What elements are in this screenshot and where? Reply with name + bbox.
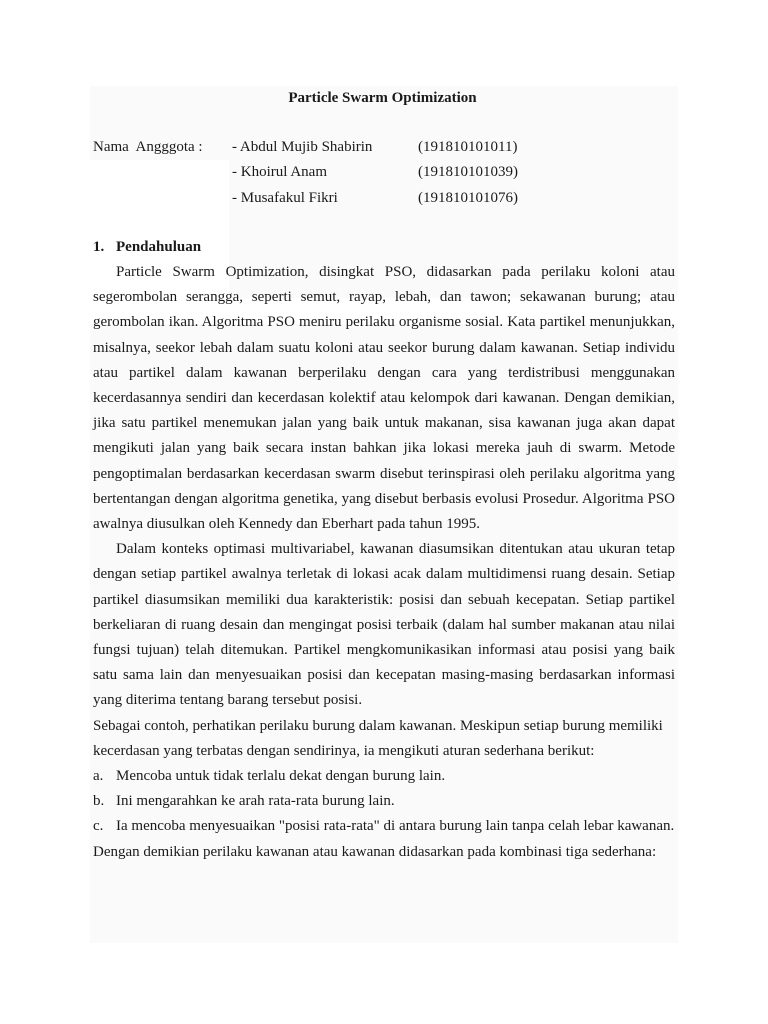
list-marker: a. <box>93 768 104 784</box>
member-list <box>93 135 675 211</box>
member-id: (191810101076) <box>418 189 518 206</box>
list-item-text: Ia mencoba menyesuaikan "posisi rata-rata" di antara burung lain tanpa celah lebar kawanan. <box>116 818 675 835</box>
member-name: - Abdul Mujib Shabirin <box>232 139 373 156</box>
list-item-text: Mencoba untuk tidak terlalu dekat dengan burung lain. <box>116 768 446 784</box>
paragraph: kecerdasan yang terbatas dengan sendirinya, ia mengikuti aturan sederhana berikut: <box>93 742 595 759</box>
list-item <box>93 764 675 789</box>
list-marker: b. <box>93 793 105 810</box>
list-marker: c. <box>93 818 104 835</box>
paragraph: Sebagai contoh, perhatikan perilaku burung dalam kawanan. Meskipun setiap burung memiliki <box>93 717 663 734</box>
section-heading <box>93 235 675 260</box>
paragraph: Particle Swarm Optimization, disingkat PSO, didasarkan pada perilaku koloni atau segerombolan serangga, seperti semut, rayap, lebah, dan tawon; sekawanan burung; atau gerombolan ikan. Algoritma PSO meniru perilaku organisme sosial. Kata partikel menunjukkan, misalnya, seekor lebah dalam suatu koloni atau seekor burung dalam kawanan. Setiap individu atau partikel dalam kawanan berperilaku dengan cara yang terdistribusi menggunakan kecerdasannya sendiri dan kecerdasan kolektif atau kelompok dari kawanan. Dengan demikian, jika satu partikel menemukan jalan yang baik untuk makanan, sisa kawanan juga akan dapat mengikuti jalan yang baik secara instan bahkan jika lokasi mereka jauh di swarm. Metode pengoptimalan berdasarkan kecerdasan swarm disebut terinspirasi oleh perilaku algoritma yang bertentangan dengan algoritma genetika, yang disebut berbasis evolusi Prosedur. Algoritma PSO awalnya diusulkan oleh Kennedy dan Eberhart pada tahun 1995. <box>93 263 675 532</box>
member-row <box>93 135 675 160</box>
member-row <box>93 160 675 185</box>
member-row <box>93 186 675 211</box>
members-label: Nama Angggota : <box>93 139 203 156</box>
section-number: 1. <box>93 238 105 255</box>
list-item <box>93 789 675 814</box>
paragraph: Dalam konteks optimasi multivariabel, kawanan diasumsikan ditentukan atau ukuran tetap dengan setiap partikel awalnya terletak di lokasi acak dalam multidimensi ruang desain. Setiap partikel diasumsikan memiliki dua karakteristik: posisi dan sebuah kecepatan. Setiap partikel berkeliaran di ruang desain dan mengingat posisi terbaik (dalam hal sumber makanan atau nilai fungsi tujuan) telah ditemukan. Partikel mengkomunikasikan informasi atau posisi yang baik satu sama lain dan menyesuaikan posisi dan kecepatan masing-masing berdasarkan informasi yang diterima tentang barang tersebut posisi. <box>93 541 675 709</box>
list-item <box>93 814 675 839</box>
member-id: (191810101011) <box>418 139 518 156</box>
member-name: - Musafakul Fikri <box>232 189 338 206</box>
document-body <box>93 86 675 865</box>
section-title: Pendahuluan <box>116 238 202 255</box>
document-title: Particle Swarm Optimization <box>288 90 477 106</box>
paragraph: Dengan demikian perilaku kawanan atau kawanan didasarkan pada kombinasi tiga sederhana: <box>93 843 657 860</box>
list-item-text: Ini mengarahkan ke arah rata-rata burung lain. <box>116 793 395 810</box>
member-id: (191810101039) <box>418 164 518 181</box>
member-name: - Khoirul Anam <box>232 164 327 181</box>
